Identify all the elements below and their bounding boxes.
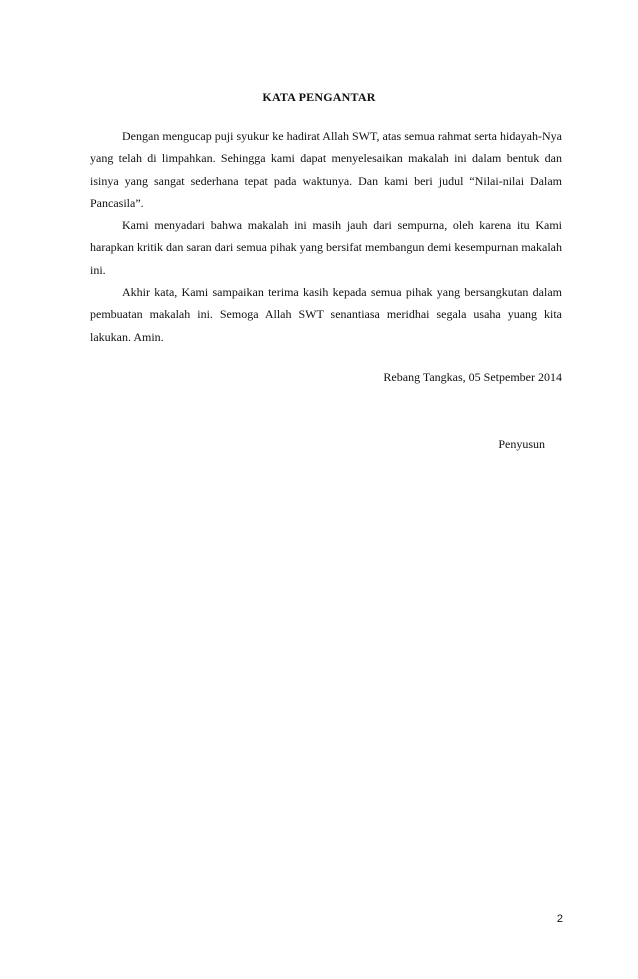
paragraph-apology: Kami menyadari bahwa makalah ini masih jauh dari sempurna, oleh karena itu Kami harapkan kritik dan saran dari semua pihak yang bersifat membangun demi kesempurnan makalah ini. <box>90 218 562 277</box>
paragraph-intro: Dengan mengucap puji syukur ke hadirat Allah SWT, atas semua rahmat serta hidayah-Nya yang telah di limpahkan. Sehingga kami dapat menyelesaikan makalah ini dalam bentuk dan isinya yang sangat sederhana tepat pada waktunya. Dan kami beri judul “Nilai-nilai Dalam Pancasila”. <box>90 129 562 210</box>
page-title: KATA PENGANTAR <box>262 90 376 104</box>
page-number: 2 <box>556 913 563 925</box>
author-signature: Penyusun <box>498 437 545 451</box>
body-text <box>90 125 562 348</box>
paragraph-closing: Akhir kata, Kami sampaikan terima kasih kepada semua pihak yang bersangkutan dalam pembuatan makalah ini. Semoga Allah SWT senantiasa meridhai segala usaha yuang kita lakukan. Amin. <box>90 285 562 344</box>
place-date: Rebang Tangkas, 05 Setpember 2014 <box>383 370 562 384</box>
